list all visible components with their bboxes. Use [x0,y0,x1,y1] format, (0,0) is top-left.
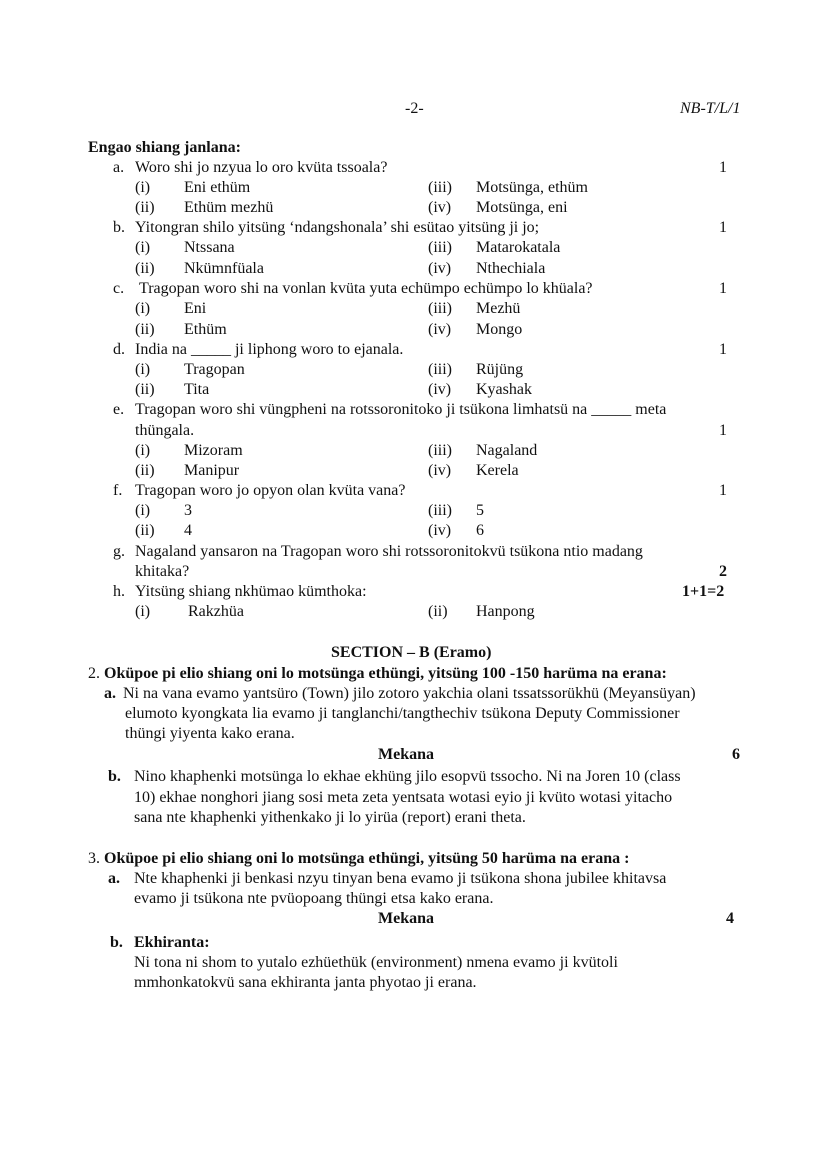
option-num: (ii) [428,603,448,620]
option-text: Mezhü [476,300,521,317]
option-num: (ii) [135,321,155,338]
option-num: (iv) [428,462,452,479]
subquestion-label: b. [110,934,123,951]
option-text: Ethüm [184,321,227,338]
option-num: (ii) [135,199,155,216]
option-text: Manipur [184,462,240,479]
option-text: Eni [184,300,207,317]
option-text: Nkümnfüala [184,260,264,277]
question-text-continued: khitaka? [135,563,190,580]
subquestion-text: 10) ekhae nonghori jiang sosi meta zeta yentsata wotasi eyio ji kvüto wotasi yitacho [134,789,673,806]
question-marks: 4 [726,910,734,927]
option-num: (i) [135,300,151,317]
section-heading: Engao shiang janlana: [88,139,241,156]
option-num: (iv) [428,522,452,539]
option-text: Nagaland [476,442,538,459]
subquestion-heading: Ekhiranta: [134,934,210,951]
question-text: Oküpoe pi elio shiang oni lo motsünga ethüngi, yitsüng 50 harüma na erana : [104,850,630,867]
subquestion-label: a. [108,870,120,887]
question-text: Nagaland yansaron na Tragopan woro shi rotssoronitokvü tsükona ntio madang [135,543,643,560]
subquestion-text: thüngi yiyenta kako erana. [125,725,295,742]
section-b-title: SECTION – B (Eramo) [331,644,492,661]
question-text: Oküpoe pi elio shiang oni lo motsünga ethüngi, yitsüng 100 -150 harüma na erana: [104,665,667,682]
paper-code: NB-T/L/1 [680,100,741,117]
question-label: a. [113,159,125,176]
option-num: (ii) [135,381,155,398]
option-text: Tita [184,381,210,398]
question-text: Tragopan woro jo opyon olan kvüta vana? [135,482,406,499]
option-num: (iii) [428,239,452,256]
option-text: Rakzhüa [188,603,244,620]
question-number: 3. [88,850,100,867]
question-label: e. [113,401,125,418]
option-text: Tragopan [184,361,245,378]
option-num: (i) [135,239,151,256]
option-num: (i) [135,603,151,620]
option-text: Nthechiala [476,260,546,277]
option-text: Kyashak [476,381,532,398]
option-text: Mizoram [184,442,243,459]
option-text: 3 [184,502,192,519]
subquestion-label: a. [104,685,116,702]
option-num: (iv) [428,199,452,216]
question-marks: 1 [719,280,727,297]
option-num: (ii) [135,260,155,277]
option-num: (ii) [135,462,155,479]
option-text: 6 [476,522,484,539]
question-marks: 1 [719,482,727,499]
question-marks: 1+1=2 [682,583,725,600]
option-text: Rüjüng [476,361,524,378]
or-label: Mekana [378,746,434,763]
question-text: India na _____ ji liphong woro to ejanala. [135,341,404,358]
option-num: (i) [135,361,151,378]
question-marks: 1 [719,219,727,236]
option-text: Ntssana [184,239,235,256]
subquestion-text: Ni na vana evamo yantsüro (Town) jilo zotoro yakchia olani tssatssorükhü (Meyansüyan) [123,685,696,702]
question-text-continued: thüngala. [135,422,195,439]
question-label: h. [113,583,125,600]
question-label: d. [113,341,125,358]
option-num: (iii) [428,502,452,519]
question-marks: 6 [732,746,740,763]
question-text: Yitongran shilo yitsüng ‘ndangshonala’ shi esütao yitsüng ji jo; [135,219,540,236]
option-text: 5 [476,502,484,519]
subquestion-text: Ni tona ni shom to yutalo ezhüethük (environment) nmena evamo ji kvütoli [134,954,618,971]
option-num: (iii) [428,361,452,378]
option-num: (iii) [428,179,452,196]
option-num: (iii) [428,300,452,317]
option-text: Matarokatala [476,239,561,256]
question-text: Woro shi jo nzyua lo oro kvüta tssoala? [135,159,388,176]
subquestion-text: Nte khaphenki ji benkasi nzyu tinyan bena evamo ji tsükona shona jubilee khitavsa [134,870,667,887]
or-label: Mekana [378,910,434,927]
option-num: (i) [135,502,151,519]
option-text: Kerela [476,462,519,479]
subquestion-text: mmhonkatokvü sana ekhiranta janta phyotao ji erana. [134,974,477,991]
option-num: (iv) [428,381,452,398]
option-num: (i) [135,179,151,196]
subquestion-text: Nino khaphenki motsünga lo ekhae ekhüng jilo esopvü tssocho. Ni na Joren 10 (class [134,768,681,785]
option-text: 4 [184,522,192,539]
subquestion-label: b. [108,768,121,785]
question-marks: 1 [719,422,727,439]
option-num: (ii) [135,522,155,539]
page-number: -2- [405,100,424,117]
question-text: Tragopan woro shi na vonlan kvüta yuta echümpo echümpo lo khüala? [139,280,593,297]
option-num: (iv) [428,260,452,277]
subquestion-text: elumoto kyongkata lia evamo ji tanglanchi/tangthechiv tsükona Deputy Commissioner [125,705,680,722]
option-text: Motsünga, ethüm [476,179,588,196]
question-label: f. [113,482,123,499]
option-text: Ethüm mezhü [184,199,274,216]
question-label: b. [113,219,125,236]
question-label: c. [113,280,125,297]
option-num: (i) [135,442,151,459]
question-marks: 1 [719,159,727,176]
subquestion-text: evamo ji tsükona nte pvüopoang thüngi etsa kako erana. [134,890,494,907]
question-text: Tragopan woro shi vüngpheni na rotssoronitoko ji tsükona limhatsü na _____ meta [135,401,667,418]
subquestion-text: sana nte khaphenki yithenkako ji lo yirüa (report) erani theta. [134,809,526,826]
question-marks: 2 [719,563,727,580]
option-text: Motsünga, eni [476,199,568,216]
question-marks: 1 [719,341,727,358]
option-text: Hanpong [476,603,535,620]
question-number: 2. [88,665,100,682]
option-text: Mongo [476,321,523,338]
question-text: Yitsüng shiang nkhümao kümthoka: [135,583,367,600]
option-num: (iii) [428,442,452,459]
option-num: (iv) [428,321,452,338]
option-text: Eni ethüm [184,179,251,196]
question-label: g. [113,543,125,560]
